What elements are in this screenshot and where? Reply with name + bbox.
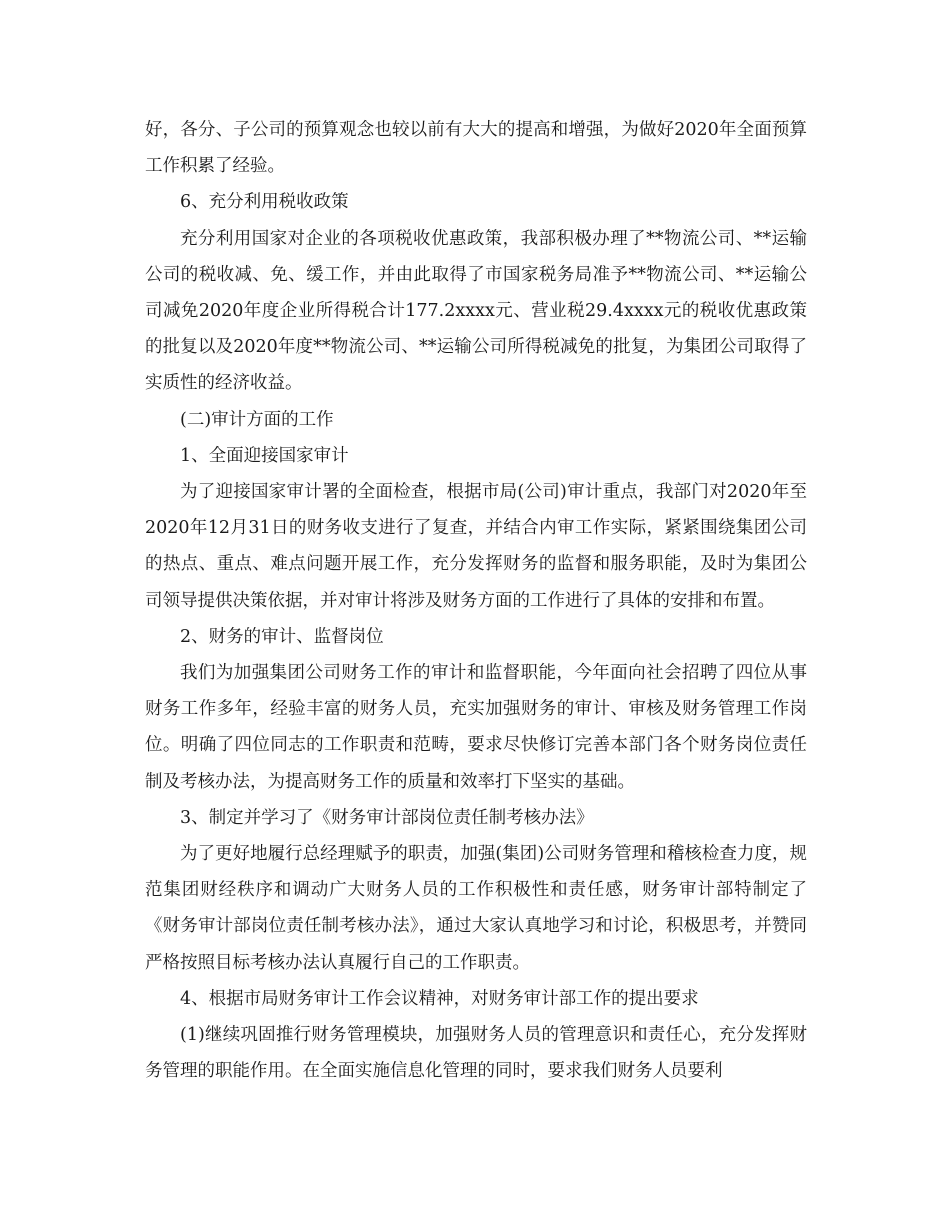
document-page: [145, 112, 807, 1089]
paragraph-meeting-requirements: (1)继续巩固推行财务管理模块，加强财务人员的管理意识和责任心，充分发挥财务管理的职能作用。在全面实施信息化管理的同时，要求我们财务人员要利: [145, 1025, 807, 1082]
heading-audit-positions: 2、财务的审计、监督岗位: [180, 626, 384, 647]
paragraph-tax-policy: 充分利用国家对企业的各项税收优惠政策，我部积极办理了**物流公司、**运输公司的税收减、免、缓工作，并由此取得了市国家税务局准予**物流公司、**运输公司减免2020年度企业所得税合计177.2xxxx元、营业税29.4xxxx元的税收优惠政策的批复以及2020年度**物流公司、**运输公司所得税减免的批复，为集团公司取得了实质性的经济收益。: [145, 228, 807, 394]
paragraph-national-audit: 为了迎接国家审计署的全面检查，根据市局(公司)审计重点，我部门对2020年至2020年12月31日的财务收支进行了复查，并结合内审工作实际，紧紧围绕集团公司的热点、重点、难点问题开展工作，充分发挥财务的监督和服务职能，及时为集团公司领导提供决策依据，并对审计将涉及财务方面的工作进行了具体的安排和布置。: [145, 482, 807, 611]
paragraph-assessment-method: 为了更好地履行总经理赋予的职责，加强(集团)公司财务管理和稽核检查力度，规范集团财经秩序和调动广大财务人员的工作积极性和责任感，财务审计部特制定了《财务审计部岗位责任制考核办法》，通过大家认真地学习和讨论，积极思考，并赞同严格按照目标考核办法认真履行自己的工作职责。: [145, 844, 807, 973]
heading-national-audit: 1、全面迎接国家审计: [180, 445, 349, 466]
heading-meeting-requirements: 4、根据市局财务审计工作会议精神，对财务审计部工作的提出要求: [180, 988, 699, 1009]
heading-audit-work: (二)审计方面的工作: [180, 409, 334, 430]
heading-tax-policy: 6、充分利用税收政策: [180, 192, 349, 213]
heading-assessment-method: 3、制定并学习了《财务审计部岗位责任制考核办法》: [180, 807, 594, 828]
paragraph-budget-continuation: 好，各分、子公司的预算观念也较以前有大大的提高和增强，为做好2020年全面预算工作积累了经验。: [145, 120, 807, 177]
paragraph-audit-positions: 我们为加强集团公司财务工作的审计和监督职能，今年面向社会招聘了四位从事财务工作多年，经验丰富的财务人员，充实加强财务的审计、审核及财务管理工作岗位。明确了四位同志的工作职责和范畴，要求尽快修订完善本部门各个财务岗位责任制及考核办法，为提高财务工作的质量和效率打下坚实的基础。: [145, 663, 807, 792]
